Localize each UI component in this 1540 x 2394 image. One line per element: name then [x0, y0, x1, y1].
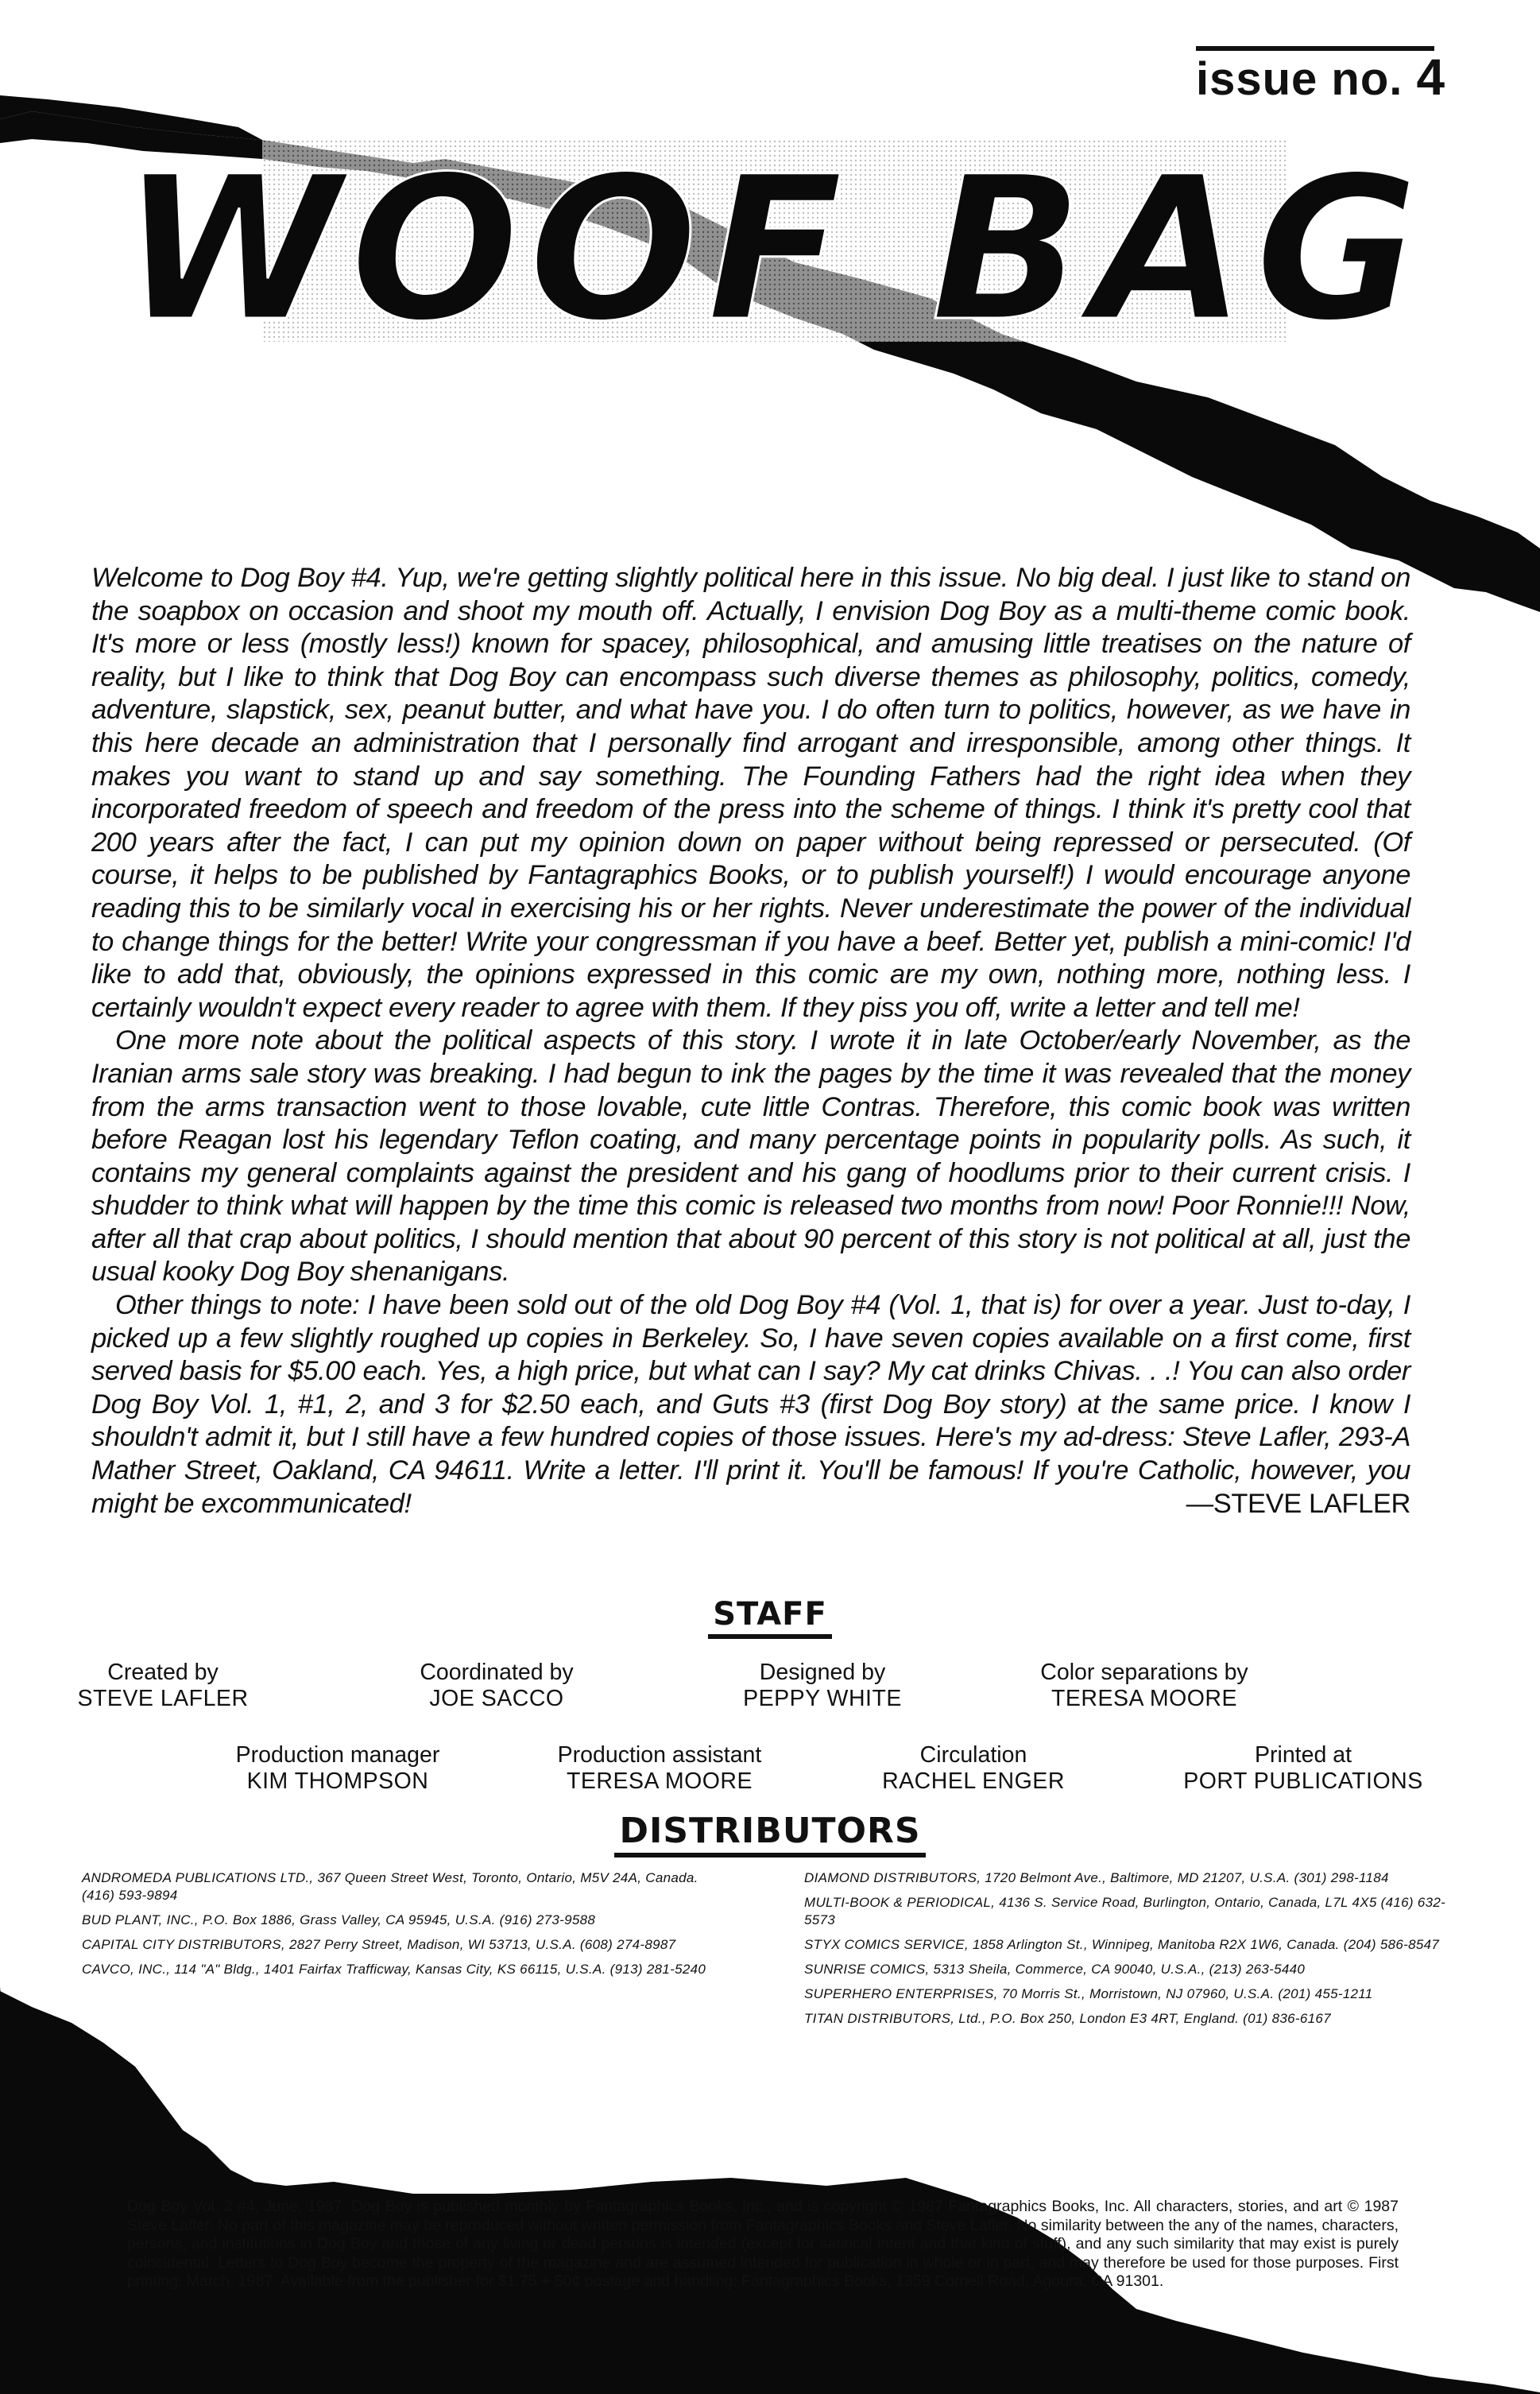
distributors-right-column: [804, 1869, 1464, 2035]
signature: —STEVE LAFLER: [1186, 1488, 1410, 1519]
credit-name: PORT PUBLICATIONS: [1183, 1768, 1423, 1794]
credit-production-assistant: [524, 1742, 795, 1795]
distributor-entry: CAVCO, INC., 114 "A" Bldg., 1401 Fairfax Trafficway, Kansas City, KS 66115, U.S.A. (913) 281-5240: [82, 1962, 706, 1977]
credit-name: KIM THOMPSON: [246, 1768, 429, 1794]
credit-role: Production assistant: [557, 1742, 762, 1768]
editorial-paragraph-3: [91, 1289, 1410, 1520]
issue-label: issue no.: [1196, 53, 1403, 105]
distributor-entry: STYX COMICS SERVICE, 1858 Arlington St., Winnipeg, Manitoba R2X 1W6, Canada. (204) 586-8547: [804, 1937, 1440, 1952]
editorial-paragraph-3-text: Other things to note: I have been sold out of the old Dog Boy #4 (Vol. 1, that is) for over a year. Just to-day, I picked up a few slightly roughed up copies in Berkeley. So, I have seven copies available on a first come, first served basis for $5.00 each. Yes, a high price, but what can I say? My cat drinks Chivas. . .! You can also order Dog Boy Vol. 1, #1, 2, and 3 for $2.50 each, and Guts #3 (first Dog Boy story) at the same price. I know I shouldn't admit it, but I still have a few hundred copies of those issues. Here's my ad-dress: Steve Lafler, 293-A Mather Street, Oakland, CA 94611. Write a letter. I'll print it. You'll be famous! If you're Catholic, however, you might be excommunicated!: [91, 1290, 1410, 1519]
distributor-entry: SUNRISE COMICS, 5313 Sheila, Commerce, CA 90040, U.S.A., (213) 263-5440: [804, 1962, 1306, 1977]
distributors-heading: [0, 1811, 1540, 1857]
issue-number-label: [1196, 48, 1445, 107]
distributor-entry: ANDROMEDA PUBLICATIONS LTD., 367 Queen Street West, Toronto, Ontario, M5V 24A, Canada. (416) 593-9894: [82, 1870, 698, 1903]
credit-name: PEPPY WHITE: [743, 1686, 902, 1711]
legal-footer: [127, 2198, 1399, 2291]
credit-role: Created by: [107, 1660, 219, 1685]
credit-color-separations: [993, 1660, 1295, 1712]
credit-name: STEVE LAFLER: [77, 1686, 249, 1711]
editorial-paragraph-2: One more note about the political aspects of this story. I wrote it in late October/early November, as the Iranian arms sale story was breaking. I had begun to ink the pages by the time it was revealed that the money from the arms transaction went to those lovable, cute little Contras. Therefore, this comic book was written before Reagan lost his legendary Teflon coating, and many percentage points in popularity polls. As such, it contains my general complaints against the president and his gang of hoodlums prior to their current crisis. I shudder to think what will happen by the time this comic is released two months from now! Poor Ronnie!!! Now, after all that crap about politics, I should mention that about 90 percent of this story is not political at all, just the usual kooky Dog Boy shenanigans.: [91, 1025, 1410, 1288]
credit-designed-by: [699, 1660, 946, 1712]
legal-text: Dog Boy Vol. 2 #4, June, 1987. Dog Boy is published monthly by Fantagraphics Books, Inc., and is copyright © 1987 Fantagraphics Books, Inc. All characters, stories, and art © 1987 Steve Lafler. No part of this magazine may be reproduced without written permission from Fantagraphics Books and Steve Lafler. No similarity between the any of the names, characters, persons, and institutions in Dog Boy and those of any living or dead persons is intended (except for satirical intent and that kind of stuff), and any such similarity that may exist is purely coincidental. Letters to Dog Boy become the property of the magazine and are assumed intended for publication in whole or in part, and may therefore be used for those purposes. First printing: March, 1987. Available from the publisher for $1.75 + 50¢ postage and handling: Fantagraphics Books, 1359 Cornell Road, Agoura, CA 91301.: [127, 2198, 1399, 2290]
editorial-paragraph-1: Welcome to Dog Boy #4. Yup, we're getting slightly political here in this issue. No big deal. I just like to stand on the soapbox on occasion and shoot my mouth off. Actually, I envision Dog Boy as a multi-theme comic book. It's more or less (mostly less!) known for spacey, philosophical, and amusing little treatises on the nature of reality, but I like to think that Dog Boy can encompass such diverse themes as philosophy, politics, comedy, adventure, slapstick, sex, peanut butter, and what have you. I do often turn to politics, however, as we have in this here decade an administration that I personally find arrogant and irresponsible, among other things. It makes you want to stand up and say something. The Founding Fathers had the right idea when they incorporated freedom of speech and freedom of the press into the scheme of things. I think it's pretty cool that 200 years after the fact, I can put my opinion down on paper without being repressed or persecuted. (Of course, it helps to be published by Fantagraphics Books, or to publish yourself!) I would encourage anyone reading this to be similarly vocal in exercising his or her rights. Never underestimate the power of the individual to change things for the better! Write your congressman if you have a beef. Better yet, publish a mini-comic! I'd like to add that, obviously, the opinions expressed in this comic are my own, nothing more, nothing less. I certainly wouldn't expect every reader to agree with them. If they piss you off, write a letter and tell me!: [91, 563, 1410, 1023]
issue-number: 4: [1416, 48, 1446, 106]
credit-circulation: [842, 1742, 1105, 1795]
distributors-heading-text: DISTRIBUTORS: [614, 1811, 925, 1857]
credit-created-by: [48, 1660, 278, 1712]
credit-printed-at: [1152, 1742, 1454, 1795]
credit-role: Designed by: [759, 1660, 886, 1685]
distributor-entry: TITAN DISTRIBUTORS, Ltd., P.O. Box 250, London E3 4RT, England. (01) 836-6167: [804, 2011, 1331, 2026]
credit-role: Circulation: [919, 1742, 1027, 1768]
credit-role: Printed at: [1255, 1742, 1352, 1768]
distributor-entry: BUD PLANT, INC., P.O. Box 1886, Grass Valley, CA 95945, U.S.A. (916) 273-9588: [82, 1912, 596, 1927]
distributor-entry: SUPERHERO ENTERPRISES, 70 Morris St., Morristown, NJ 07960, U.S.A. (201) 455-1211: [804, 1986, 1373, 2001]
credit-role: Color separations by: [1040, 1660, 1248, 1685]
credit-coordinated-by: [373, 1660, 620, 1712]
woof-bag-logo: [122, 134, 1428, 365]
distributor-entry: CAPITAL CITY DISTRIBUTORS, 2827 Perry Street, Madison, WI 53713, U.S.A. (608) 274-8987: [82, 1937, 676, 1952]
credit-name: TERESA MOORE: [566, 1768, 753, 1794]
credit-name: TERESA MOORE: [1051, 1686, 1238, 1711]
editorial-letter: [91, 562, 1410, 1520]
credit-role: Production manager: [235, 1742, 440, 1768]
distributor-entry: MULTI-BOOK & PERIODICAL, 4136 S. Service Road, Burlington, Ontario, Canada, L7L 4X5 (416) 632-5573: [804, 1895, 1446, 1927]
credit-role: Coordinated by: [420, 1660, 574, 1685]
credit-name: JOE SACCO: [429, 1686, 564, 1711]
credit-name: RACHEL ENGER: [882, 1768, 1065, 1794]
credit-production-manager: [199, 1742, 477, 1795]
staff-heading: [0, 1596, 1540, 1639]
distributors-left-column: [82, 1869, 718, 1985]
staff-heading-text: STAFF: [708, 1596, 832, 1639]
logo-text: WOOF BAG: [122, 134, 1428, 365]
distributor-entry: DIAMOND DISTRIBUTORS, 1720 Belmont Ave., Baltimore, MD 21207, U.S.A. (301) 298-1184: [804, 1870, 1389, 1885]
